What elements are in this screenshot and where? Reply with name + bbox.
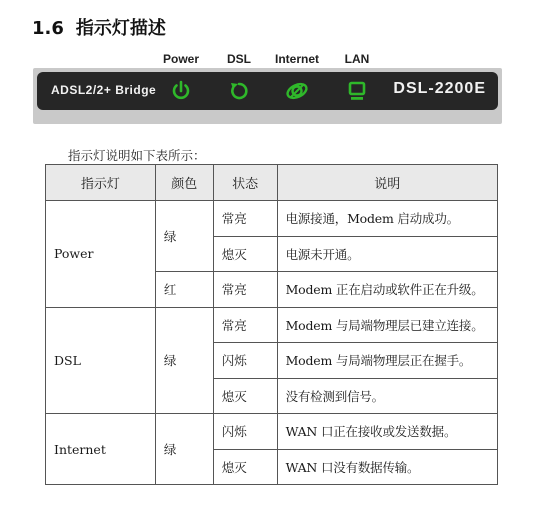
table-caption: 指示灯说明如下表所示： (68, 148, 206, 163)
indicator-state: 熄灭 (213, 236, 277, 272)
power-icon (169, 79, 193, 103)
table-row (46, 307, 498, 343)
indicator-state: 闪烁 (213, 414, 277, 450)
indicator-description: WAN 口正在接收或发送数据。 (277, 414, 497, 450)
indicator-state: 闪烁 (213, 343, 277, 379)
indicator-name: Power (46, 201, 156, 308)
indicator-state: 常亮 (213, 201, 277, 237)
indicator-color: 绿 (155, 201, 213, 272)
indicator-description: Modem 正在启动或软件正在升级。 (277, 272, 497, 308)
indicator-description: Modem 与局端物理层正在握手。 (277, 343, 497, 379)
table-header-row (46, 165, 498, 201)
indicator-name: Internet (46, 414, 156, 485)
header-indicator: 指示灯 (46, 165, 156, 201)
indicator-state: 熄灭 (213, 378, 277, 414)
sync-icon (227, 79, 251, 103)
indicator-description: 电源未开通。 (277, 236, 497, 272)
panel-face (37, 72, 498, 110)
indicator-description: Modem 与局端物理层已建立连接。 (277, 307, 497, 343)
indicator-description: 电源接通，Modem 启动成功。 (277, 201, 497, 237)
header-state: 状态 (213, 165, 277, 201)
indicator-description: 没有检测到信号。 (277, 378, 497, 414)
section-title: 指示灯描述 (75, 18, 166, 39)
indicator-color: 绿 (155, 307, 213, 414)
indicator-color: 红 (155, 272, 213, 308)
monitor-icon (345, 79, 369, 103)
indicator-state: 常亮 (213, 272, 277, 308)
header-description: 说明 (277, 165, 497, 201)
indicator-description: WAN 口没有数据传输。 (277, 449, 497, 485)
led-label-internet: Internet (274, 52, 320, 66)
indicator-name: DSL (46, 307, 156, 414)
indicator-table (45, 164, 498, 485)
panel-model-right: DSL-2200E (393, 80, 486, 97)
led-label-dsl: DSL (227, 52, 251, 66)
section-number: 1.6 (32, 18, 64, 39)
indicator-state: 常亮 (213, 307, 277, 343)
header-color: 颜色 (155, 165, 213, 201)
table-row (46, 201, 498, 237)
globe-icon (285, 79, 309, 103)
led-label-lan: LAN (344, 52, 370, 66)
indicator-color: 绿 (155, 414, 213, 485)
indicator-state: 熄灭 (213, 449, 277, 485)
device-front-panel (33, 68, 502, 124)
table-row (46, 414, 498, 450)
section-heading (32, 14, 166, 40)
led-label-power: Power (162, 52, 200, 66)
panel-model-left: ADSL2/2+ Bridge (51, 83, 157, 97)
